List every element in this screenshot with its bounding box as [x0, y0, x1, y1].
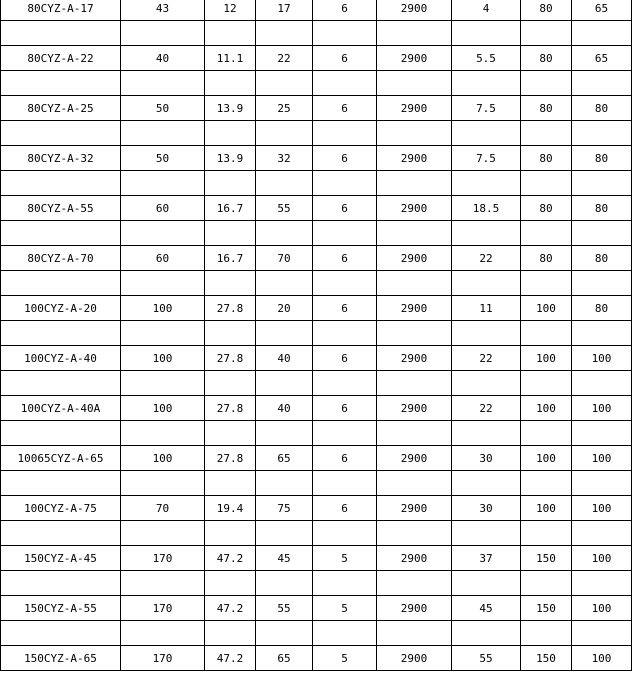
cell-inlet: 150	[521, 596, 572, 621]
empty-cell	[377, 121, 452, 146]
cell-flow-m3h: 50	[121, 96, 205, 121]
cell-model: 100CYZ-A-40A	[1, 396, 121, 421]
empty-cell	[121, 271, 205, 296]
table-row	[1, 446, 632, 471]
cell-flow-m3h: 170	[121, 646, 205, 671]
cell-inlet: 150	[521, 646, 572, 671]
spacer-row	[1, 621, 632, 646]
cell-suction-lift: 6	[313, 446, 377, 471]
empty-cell	[1, 371, 121, 396]
empty-cell	[256, 271, 313, 296]
empty-cell	[121, 371, 205, 396]
empty-cell	[572, 321, 632, 346]
table-row	[1, 396, 632, 421]
cell-power: 45	[452, 596, 521, 621]
empty-cell	[572, 271, 632, 296]
cell-power: 7.5	[452, 146, 521, 171]
cell-head: 65	[256, 646, 313, 671]
empty-cell	[256, 621, 313, 646]
cell-head: 45	[256, 546, 313, 571]
spacer-row	[1, 421, 632, 446]
cell-power: 18.5	[452, 196, 521, 221]
empty-cell	[377, 321, 452, 346]
empty-cell	[121, 621, 205, 646]
empty-cell	[205, 221, 256, 246]
empty-cell	[572, 121, 632, 146]
empty-cell	[377, 21, 452, 46]
table-row	[1, 596, 632, 621]
empty-cell	[521, 171, 572, 196]
cell-suction-lift: 6	[313, 146, 377, 171]
cell-inlet: 80	[521, 146, 572, 171]
cell-outlet: 100	[572, 446, 632, 471]
cell-speed: 2900	[377, 46, 452, 71]
cell-speed: 2900	[377, 496, 452, 521]
empty-cell	[256, 71, 313, 96]
empty-cell	[256, 371, 313, 396]
cell-model: 80CYZ-A-17	[1, 0, 121, 21]
cell-flow-ls: 12	[205, 0, 256, 21]
table-row	[1, 196, 632, 221]
cell-suction-lift: 6	[313, 0, 377, 21]
spacer-row	[1, 21, 632, 46]
cell-speed: 2900	[377, 346, 452, 371]
cell-speed: 2900	[377, 646, 452, 671]
cell-model: 80CYZ-A-25	[1, 96, 121, 121]
cell-model: 150CYZ-A-55	[1, 596, 121, 621]
empty-cell	[521, 371, 572, 396]
cell-outlet: 65	[572, 0, 632, 21]
cell-suction-lift: 5	[313, 596, 377, 621]
empty-cell	[377, 171, 452, 196]
empty-cell	[121, 571, 205, 596]
empty-cell	[452, 21, 521, 46]
empty-cell	[572, 221, 632, 246]
cell-outlet: 100	[572, 496, 632, 521]
cell-model: 100CYZ-A-75	[1, 496, 121, 521]
empty-cell	[121, 121, 205, 146]
cell-flow-ls: 16.7	[205, 196, 256, 221]
empty-cell	[121, 421, 205, 446]
cell-power: 55	[452, 646, 521, 671]
empty-cell	[452, 171, 521, 196]
cell-power: 5.5	[452, 46, 521, 71]
spacer-row	[1, 371, 632, 396]
cell-flow-ls: 13.9	[205, 146, 256, 171]
empty-cell	[121, 21, 205, 46]
empty-cell	[205, 21, 256, 46]
empty-cell	[452, 121, 521, 146]
cell-power: 22	[452, 396, 521, 421]
cell-head: 55	[256, 596, 313, 621]
cell-head: 40	[256, 396, 313, 421]
empty-cell	[377, 371, 452, 396]
cell-power: 22	[452, 346, 521, 371]
empty-cell	[1, 21, 121, 46]
cell-inlet: 80	[521, 96, 572, 121]
cell-model: 10065CYZ-A-65	[1, 446, 121, 471]
empty-cell	[313, 571, 377, 596]
empty-cell	[521, 71, 572, 96]
cell-inlet: 150	[521, 546, 572, 571]
spacer-row	[1, 171, 632, 196]
cell-flow-ls: 27.8	[205, 396, 256, 421]
empty-cell	[256, 471, 313, 496]
cell-inlet: 100	[521, 396, 572, 421]
cell-suction-lift: 6	[313, 396, 377, 421]
cell-flow-ls: 27.8	[205, 446, 256, 471]
spacer-row	[1, 71, 632, 96]
empty-cell	[452, 571, 521, 596]
cell-model: 80CYZ-A-32	[1, 146, 121, 171]
cell-flow-ls: 47.2	[205, 646, 256, 671]
cell-speed: 2900	[377, 396, 452, 421]
cell-speed: 2900	[377, 0, 452, 21]
empty-cell	[452, 321, 521, 346]
empty-cell	[1, 271, 121, 296]
cell-speed: 2900	[377, 296, 452, 321]
empty-cell	[1, 621, 121, 646]
cell-flow-m3h: 50	[121, 146, 205, 171]
empty-cell	[256, 571, 313, 596]
cell-flow-ls: 13.9	[205, 96, 256, 121]
empty-cell	[1, 421, 121, 446]
cell-inlet: 100	[521, 346, 572, 371]
empty-cell	[313, 171, 377, 196]
table-body	[1, 0, 632, 671]
empty-cell	[313, 71, 377, 96]
empty-cell	[121, 471, 205, 496]
empty-cell	[205, 521, 256, 546]
table-row	[1, 546, 632, 571]
empty-cell	[521, 521, 572, 546]
empty-cell	[377, 521, 452, 546]
spacer-row	[1, 121, 632, 146]
empty-cell	[377, 471, 452, 496]
cell-flow-ls: 19.4	[205, 496, 256, 521]
empty-cell	[256, 521, 313, 546]
empty-cell	[572, 171, 632, 196]
empty-cell	[521, 221, 572, 246]
cell-speed: 2900	[377, 546, 452, 571]
cell-outlet: 80	[572, 146, 632, 171]
cell-model: 100CYZ-A-40	[1, 346, 121, 371]
cell-suction-lift: 6	[313, 196, 377, 221]
cell-speed: 2900	[377, 146, 452, 171]
empty-cell	[256, 221, 313, 246]
cell-flow-m3h: 60	[121, 196, 205, 221]
cell-head: 70	[256, 246, 313, 271]
empty-cell	[377, 271, 452, 296]
empty-cell	[205, 421, 256, 446]
cell-outlet: 80	[572, 246, 632, 271]
cell-power: 4	[452, 0, 521, 21]
cell-power: 11	[452, 296, 521, 321]
empty-cell	[205, 371, 256, 396]
cell-suction-lift: 6	[313, 346, 377, 371]
cell-inlet: 100	[521, 496, 572, 521]
cell-flow-m3h: 100	[121, 446, 205, 471]
empty-cell	[1, 471, 121, 496]
cell-head: 17	[256, 0, 313, 21]
empty-cell	[313, 371, 377, 396]
empty-cell	[205, 321, 256, 346]
empty-cell	[377, 221, 452, 246]
empty-cell	[205, 571, 256, 596]
empty-cell	[313, 421, 377, 446]
empty-cell	[313, 471, 377, 496]
empty-cell	[572, 371, 632, 396]
cell-power: 37	[452, 546, 521, 571]
cell-flow-m3h: 100	[121, 396, 205, 421]
cell-power: 30	[452, 446, 521, 471]
cell-flow-m3h: 100	[121, 296, 205, 321]
spacer-row	[1, 221, 632, 246]
empty-cell	[256, 321, 313, 346]
empty-cell	[313, 621, 377, 646]
empty-cell	[377, 421, 452, 446]
spacer-row	[1, 571, 632, 596]
table-row	[1, 96, 632, 121]
cell-outlet: 100	[572, 596, 632, 621]
cell-model: 80CYZ-A-22	[1, 46, 121, 71]
table-row	[1, 496, 632, 521]
cell-head: 75	[256, 496, 313, 521]
table-row	[1, 346, 632, 371]
spacer-row	[1, 271, 632, 296]
cell-inlet: 100	[521, 446, 572, 471]
cell-inlet: 80	[521, 0, 572, 21]
cell-outlet: 100	[572, 396, 632, 421]
cell-flow-ls: 16.7	[205, 246, 256, 271]
cell-head: 32	[256, 146, 313, 171]
empty-cell	[572, 521, 632, 546]
empty-cell	[572, 471, 632, 496]
cell-suction-lift: 6	[313, 246, 377, 271]
empty-cell	[313, 321, 377, 346]
cell-flow-m3h: 170	[121, 546, 205, 571]
spacer-row	[1, 321, 632, 346]
cell-outlet: 80	[572, 296, 632, 321]
empty-cell	[572, 71, 632, 96]
empty-cell	[572, 621, 632, 646]
empty-cell	[1, 121, 121, 146]
empty-cell	[521, 471, 572, 496]
cell-outlet: 80	[572, 96, 632, 121]
cell-suction-lift: 6	[313, 46, 377, 71]
cell-head: 65	[256, 446, 313, 471]
cell-flow-ls: 11.1	[205, 46, 256, 71]
empty-cell	[572, 571, 632, 596]
cell-model: 80CYZ-A-70	[1, 246, 121, 271]
empty-cell	[572, 21, 632, 46]
table-row	[1, 646, 632, 671]
cell-head: 25	[256, 96, 313, 121]
cell-power: 22	[452, 246, 521, 271]
empty-cell	[452, 71, 521, 96]
cell-suction-lift: 5	[313, 646, 377, 671]
empty-cell	[1, 321, 121, 346]
cell-outlet: 65	[572, 46, 632, 71]
table-row	[1, 246, 632, 271]
cell-head: 55	[256, 196, 313, 221]
empty-cell	[452, 421, 521, 446]
empty-cell	[452, 471, 521, 496]
cell-speed: 2900	[377, 246, 452, 271]
cell-suction-lift: 6	[313, 296, 377, 321]
cell-model: 150CYZ-A-45	[1, 546, 121, 571]
cell-speed: 2900	[377, 196, 452, 221]
cell-flow-ls: 47.2	[205, 596, 256, 621]
empty-cell	[205, 71, 256, 96]
empty-cell	[521, 121, 572, 146]
empty-cell	[521, 321, 572, 346]
empty-cell	[121, 321, 205, 346]
empty-cell	[1, 521, 121, 546]
empty-cell	[1, 571, 121, 596]
empty-cell	[313, 21, 377, 46]
table-row	[1, 146, 632, 171]
cell-model: 150CYZ-A-65	[1, 646, 121, 671]
spacer-row	[1, 521, 632, 546]
empty-cell	[452, 271, 521, 296]
cell-model: 80CYZ-A-55	[1, 196, 121, 221]
empty-cell	[1, 221, 121, 246]
cell-outlet: 100	[572, 346, 632, 371]
empty-cell	[313, 271, 377, 296]
empty-cell	[256, 171, 313, 196]
empty-cell	[1, 171, 121, 196]
cell-outlet: 100	[572, 546, 632, 571]
empty-cell	[452, 221, 521, 246]
cell-head: 22	[256, 46, 313, 71]
cell-model: 100CYZ-A-20	[1, 296, 121, 321]
cell-suction-lift: 6	[313, 496, 377, 521]
empty-cell	[452, 371, 521, 396]
empty-cell	[313, 521, 377, 546]
cell-head: 40	[256, 346, 313, 371]
cell-flow-m3h: 43	[121, 0, 205, 21]
empty-cell	[377, 571, 452, 596]
empty-cell	[521, 621, 572, 646]
empty-cell	[1, 71, 121, 96]
cell-flow-m3h: 100	[121, 346, 205, 371]
table-row	[1, 46, 632, 71]
cell-flow-m3h: 170	[121, 596, 205, 621]
empty-cell	[205, 621, 256, 646]
cell-outlet: 80	[572, 196, 632, 221]
cell-power: 30	[452, 496, 521, 521]
cell-flow-m3h: 40	[121, 46, 205, 71]
empty-cell	[205, 271, 256, 296]
cell-suction-lift: 6	[313, 96, 377, 121]
cell-flow-ls: 27.8	[205, 296, 256, 321]
cell-speed: 2900	[377, 596, 452, 621]
table-row	[1, 0, 632, 21]
empty-cell	[572, 421, 632, 446]
cell-outlet: 100	[572, 646, 632, 671]
empty-cell	[256, 21, 313, 46]
empty-cell	[521, 271, 572, 296]
empty-cell	[256, 421, 313, 446]
cell-flow-m3h: 60	[121, 246, 205, 271]
cell-flow-m3h: 70	[121, 496, 205, 521]
cell-inlet: 80	[521, 196, 572, 221]
empty-cell	[452, 621, 521, 646]
spacer-row	[1, 471, 632, 496]
cell-head: 20	[256, 296, 313, 321]
empty-cell	[256, 121, 313, 146]
cell-inlet: 80	[521, 46, 572, 71]
cell-inlet: 80	[521, 246, 572, 271]
empty-cell	[205, 121, 256, 146]
table-row	[1, 296, 632, 321]
cell-inlet: 100	[521, 296, 572, 321]
empty-cell	[452, 521, 521, 546]
empty-cell	[521, 421, 572, 446]
empty-cell	[121, 221, 205, 246]
cell-power: 7.5	[452, 96, 521, 121]
empty-cell	[121, 71, 205, 96]
empty-cell	[521, 571, 572, 596]
empty-cell	[313, 121, 377, 146]
cell-speed: 2900	[377, 446, 452, 471]
empty-cell	[205, 471, 256, 496]
empty-cell	[377, 621, 452, 646]
empty-cell	[121, 171, 205, 196]
cell-flow-ls: 47.2	[205, 546, 256, 571]
empty-cell	[377, 71, 452, 96]
empty-cell	[521, 21, 572, 46]
empty-cell	[313, 221, 377, 246]
cell-suction-lift: 5	[313, 546, 377, 571]
cell-flow-ls: 27.8	[205, 346, 256, 371]
cell-speed: 2900	[377, 96, 452, 121]
empty-cell	[205, 171, 256, 196]
empty-cell	[121, 521, 205, 546]
